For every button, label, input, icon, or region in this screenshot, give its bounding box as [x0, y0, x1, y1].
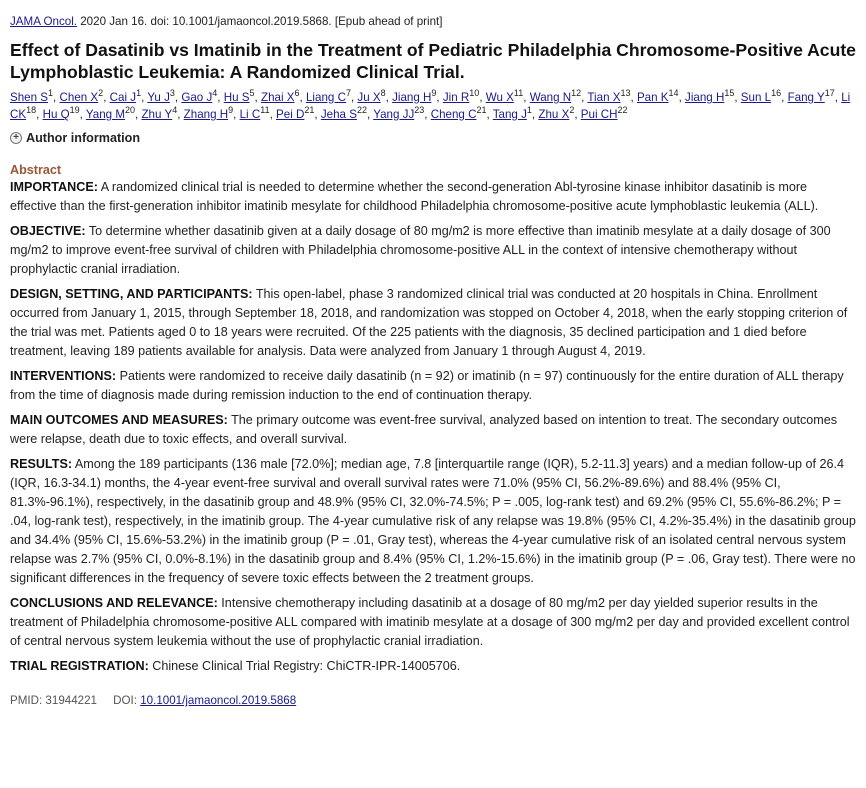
section-label: OBJECTIVE:: [10, 224, 86, 238]
citation-line: [10, 14, 856, 29]
author-affiliation-number: 15: [724, 88, 735, 99]
abstract-section: [10, 657, 856, 676]
author-affiliation-number: 4: [212, 88, 218, 99]
author-link[interactable]: Yu J: [147, 91, 170, 104]
author-link[interactable]: Yang JJ: [373, 108, 415, 121]
author-affiliation-number: 7: [345, 88, 351, 99]
abstract-section: [10, 178, 856, 216]
pmid: PMID: 31944221: [10, 694, 98, 707]
author-affiliation-number: 17: [824, 88, 835, 99]
author-affiliation-number: 12: [571, 88, 582, 99]
author-affiliation-number: 21: [476, 105, 487, 116]
doi-label: DOI:: [113, 694, 137, 707]
author-affiliation-number: 22: [356, 105, 367, 116]
author-link[interactable]: Zhai X: [261, 91, 295, 104]
author-link[interactable]: Cheng C: [430, 108, 477, 121]
author-link[interactable]: Fang Y: [787, 91, 825, 104]
author-affiliation-number: 14: [668, 88, 679, 99]
article-title: Effect of Dasatinib vs Imatinib in the Treatment of Pediatric Philadelphia Chromosome-Positive Acute Lymphoblastic Leukemia: A Randomized Clinical Trial.: [10, 40, 856, 82]
author-link[interactable]: Gao J: [181, 91, 213, 104]
section-label: CONCLUSIONS AND RELEVANCE:: [10, 596, 218, 610]
section-text: The primary outcome was event-free survival, analyzed based on intention to treat. The secondary outcomes were relapse, death due to toxic effects, and overall survival.: [10, 413, 838, 446]
author-affiliation-number: 19: [69, 105, 80, 116]
author-information-label: Author information: [26, 131, 141, 145]
abstract-section: [10, 455, 856, 588]
author-affiliation-number: 18: [26, 105, 37, 116]
author-information-toggle[interactable]: [10, 131, 856, 145]
author-affiliation-number: 4: [172, 105, 178, 116]
section-label: TRIAL REGISTRATION:: [10, 659, 149, 673]
abstract-heading: Abstract: [10, 163, 62, 177]
author-link[interactable]: Zhang H: [183, 108, 229, 121]
author-link[interactable]: Cai J: [109, 91, 137, 104]
section-label: INTERVENTIONS:: [10, 369, 117, 383]
author-affiliation-number: 13: [620, 88, 631, 99]
section-text: Intensive chemotherapy including dasatinib at a dosage of 80 mg/m2 per day yielded superior results in the treatment of Philadelphia chromosome-positive ALL compared with imatinib mesylate at a dosage of 300 mg/m2 per day and provided excellent control of central nervous system leukemia without the use of prophylactic cranial irradiation.: [10, 596, 850, 648]
author-link[interactable]: Zhu X: [538, 108, 570, 121]
author-link[interactable]: Jiang H: [392, 91, 432, 104]
author-link[interactable]: Zhu Y: [141, 108, 173, 121]
section-text: To determine whether dasatinib given at a daily dosage of 80 mg/m2 is more effective than imatinib mesylate at a daily dosage of 300 mg/m2 to improve event-free survival of children with Philadelphia chromosome-positive ALL in the context of intensive chemotherapy without prophylactic cranial irradiation.: [10, 224, 831, 276]
author-affiliation-number: 11: [260, 105, 270, 116]
journal-link[interactable]: JAMA Oncol.: [10, 15, 78, 28]
section-text: Chinese Clinical Trial Registry: ChiCTR-IPR-14005706.: [148, 659, 461, 673]
author-affiliation-number: 10: [469, 88, 480, 99]
section-text: Among the 189 participants (136 male [72.0%]; median age, 7.8 [interquartile range (IQR), 5.2-11.3] years) and a median follow-up of 26.4 (IQR, 16.3-34.1) months, the 4-year event-free survival and overall survival rates were 71.0% (95% CI, 56.2%-89.6%) and 88.4% (95% CI, 81.3%-96.1%), respectively, in the dasatinib group and 48.9% (95% CI, 32.0%-74.5%; P = .005, log-rank test) and 69.2% (95% CI, 55.6%-86.2%; P = .04, log-rank test), respectively, in the imatinib group. The 4-year cumulative risk of any relapse was 19.8% (95% CI, 4.2%-35.4%) in the dasatinib group and 34.4% (95% CI, 15.6%-53.2%) in the imatinib group (P = .01, Gray test), whereas the 4-year cumulative risk of an isolated central nervous system relapse was 2.7% (95% CI, 0.0%-8.1%) in the dasatinib group and 8.4% (95% CI, 1.2%-15.6%) in the imatinib group (P = .06, Gray test). There were no significant differences in the frequency of severe toxic effects between the 2 treatment groups.: [10, 457, 856, 585]
section-label: RESULTS:: [10, 457, 73, 471]
author-link[interactable]: Ju X: [357, 91, 381, 104]
footer-ids: [10, 694, 856, 707]
citation-details: 2020 Jan 16. doi: 10.1001/jamaoncol.2019.5868. [Epub ahead of print]: [77, 15, 443, 28]
author-link[interactable]: Sun L: [740, 91, 772, 104]
author-link[interactable]: Chen X: [59, 91, 99, 104]
author-affiliation-number: 5: [249, 88, 255, 99]
abstract-section: [10, 285, 856, 361]
author-affiliation-number: 1: [48, 88, 54, 99]
author-link[interactable]: Yang M: [85, 108, 125, 121]
author-affiliation-number: 6: [294, 88, 300, 99]
abstract-section: [10, 222, 856, 279]
author-link[interactable]: Pan K: [636, 91, 669, 104]
author-link[interactable]: Pui CH: [580, 108, 618, 121]
author-link[interactable]: Shen S: [10, 91, 49, 104]
section-label: IMPORTANCE:: [10, 180, 98, 194]
abstract-body: [10, 178, 856, 676]
author-link[interactable]: Pei D: [276, 108, 305, 121]
author-affiliation-number: 1: [136, 88, 142, 99]
author-link[interactable]: Li CK: [10, 91, 851, 121]
abstract-section: [10, 367, 856, 405]
author-affiliation-number: 2: [569, 105, 575, 116]
author-link[interactable]: Jeha S: [320, 108, 357, 121]
section-text: Patients were randomized to receive daily dasatinib (n = 92) or imatinib (n = 97) continuously for the entire duration of ALL therapy from the time of diagnosis made during remission induction to the end of continuation therapy.: [10, 369, 844, 402]
author-link[interactable]: Tang J: [492, 108, 527, 121]
abstract-section: [10, 594, 856, 651]
author-affiliation-number: 22: [617, 105, 628, 116]
author-link[interactable]: Wang N: [529, 91, 572, 104]
author-affiliation-number: 11: [513, 88, 524, 99]
author-link[interactable]: Liang C: [305, 91, 346, 104]
author-affiliation-number: 2: [98, 88, 104, 99]
section-label: DESIGN, SETTING, AND PARTICIPANTS:: [10, 287, 253, 301]
author-link[interactable]: Jiang H: [685, 91, 725, 104]
author-link[interactable]: Hu Q: [42, 108, 70, 121]
author-link[interactable]: Jin R: [442, 91, 470, 104]
author-link[interactable]: Hu S: [223, 91, 250, 104]
author-link[interactable]: Li C: [239, 108, 261, 121]
section-text: A randomized clinical trial is needed to determine whether the second-generation Abl-tyrosine kinase inhibitor dasatinib is more effective than the first-generation inhibitor imatinib mesylate for childhood Philadelphia chromosome-positive acute lymphoblastic leukemia (ALL).: [10, 180, 819, 213]
section-text: This open-label, phase 3 randomized clinical trial was conducted at 20 hospitals in China. Enrollment occurred from January 1, 2015, through September 18, 2018, and randomization was stopped on October 4, 2018, when the early stopping criterion of the trial was met. Patients aged 0 to 18 years were recruited. Of the 225 patients with the diagnosis, 35 declined participation and 1 died before treatment, leaving 189 patients available for analysis. Data were analyzed from January 1 through August 4, 2019.: [10, 287, 848, 358]
author-affiliation-number: 23: [414, 105, 425, 116]
expand-plus-icon[interactable]: +: [10, 132, 22, 144]
author-affiliation-number: 9: [228, 105, 234, 116]
author-link[interactable]: Tian X: [587, 91, 621, 104]
author-affiliation-number: 1: [526, 105, 532, 116]
doi-link[interactable]: 10.1001/jamaoncol.2019.5868: [140, 694, 297, 707]
section-label: MAIN OUTCOMES AND MEASURES:: [10, 413, 228, 427]
abstract-section: [10, 411, 856, 449]
author-affiliation-number: 21: [304, 105, 315, 116]
author-link[interactable]: Wu X: [485, 91, 514, 104]
author-affiliation-number: 8: [380, 88, 386, 99]
author-affiliation-number: 9: [431, 88, 437, 99]
author-affiliation-number: 16: [771, 88, 782, 99]
author-affiliation-number: 3: [169, 88, 175, 99]
author-affiliation-number: 20: [125, 105, 136, 116]
author-list: Shen $S^1$, Chen $X^2$, Cai $J^1$, Yu $J^3$, Gao $J^4$, Hu $S^5$, Zhai $X^6$, Liang $C^7$, Ju $X^8$, Jiang $H^9$, Jin $R^{10}$, Wu $X^{11}$, Wang $N^{12}$, Tian $X^{13}$, Pan $K^{14}$, Jiang $H^{15}$, Sun $L^{16}$, Fang $Y^{17}$, Li CK$^{18}$, Hu $Q^{19}$, Yang $M^{20}$, Zhu $Y^4$, Zhang $H^9$, Li $C^{11}$, Pei $D^{21}$, Jeha $S^{22}$, Yang JJ$^{23}$, Cheng $C^{21}$, Tang $J^1$, Zhu $X^2$, Pui CH$^{22}$: [10, 88, 851, 121]
